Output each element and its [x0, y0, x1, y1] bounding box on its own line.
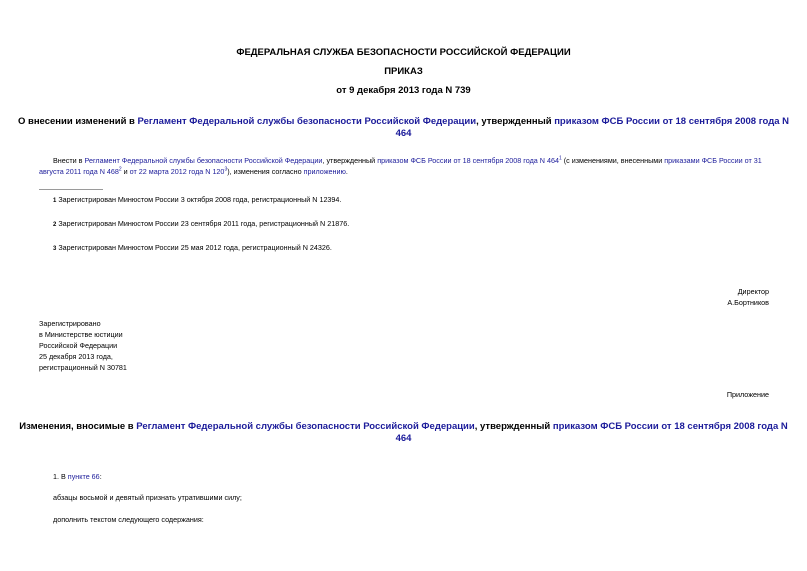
title-link-regulation[interactable]: Регламент Федеральной службы безопасности Российской Федерации [137, 116, 477, 127]
intro-text-5: ), изменения согласно [227, 167, 304, 176]
intro-link-order[interactable]: приказом ФСБ России от 18 сентября 2008 года N 464 [377, 156, 559, 165]
appendix-paragraph-2: дополнить текстом следующего содержания: [53, 515, 204, 524]
intro-text-4: и [121, 167, 130, 176]
appendix-title-line2[interactable]: 464 [395, 433, 412, 444]
intro-link-order-120[interactable]: от 22 марта 2012 года N 120 [129, 167, 225, 176]
intro-text-1: Внести в [53, 156, 85, 165]
title-prefix: О внесении изменений в [17, 116, 138, 127]
footnote-divider [39, 189, 103, 190]
item1-prefix: 1. В [53, 472, 68, 481]
title-link-order[interactable]: приказом ФСБ России от 18 сентября 2008 года N [554, 116, 790, 127]
footnote-marker-1: 1 [53, 198, 57, 204]
footnote-3 [53, 242, 332, 255]
registration-line-1: Зарегистрировано [39, 319, 101, 328]
registration-line-4: 25 декабря 2013 года, [39, 352, 113, 361]
footnote-text-2: Зарегистрирован Минюстом России 23 сентября 2011 года, регистрационный N 21876. [58, 219, 350, 228]
signature-name: А.Бортников [727, 298, 769, 307]
intro-link-regulation[interactable]: Регламент Федеральной службы безопасности Российской Федерации [84, 156, 323, 165]
appendix-title-link-order[interactable]: приказом ФСБ России от 18 сентября 2008 года N [552, 421, 788, 432]
doc-date-number: от 9 декабря 2013 года N 739 [336, 85, 471, 96]
intro-text-6: . [345, 167, 348, 176]
footnote-2 [53, 218, 349, 231]
registration-line-2: в Министерстве юстиции [39, 330, 123, 339]
intro-link-order-468[interactable]: августа 2011 года N 468 [39, 167, 119, 176]
appendix-title-link-regulation[interactable]: Регламент Федеральной службы безопасности Российской Федерации [136, 421, 475, 432]
title-middle: , утвержденный [476, 116, 555, 127]
footnote-ref-2[interactable]: 2 [118, 166, 122, 173]
item1-suffix: : [99, 472, 102, 481]
item1-link-clause-66[interactable]: пункте 66 [67, 472, 100, 481]
registration-block [39, 318, 127, 373]
intro-text-3: (с изменениями, внесенными [561, 156, 665, 165]
intro-link-appendix[interactable]: приложению [303, 167, 346, 176]
footnote-marker-2: 2 [53, 222, 57, 228]
appendix-label: Приложение [726, 390, 769, 399]
footnote-ref-1[interactable]: 1 [558, 155, 562, 162]
signature-position: Директор [737, 287, 769, 296]
agency-name: ФЕДЕРАЛЬНАЯ СЛУЖБА БЕЗОПАСНОСТИ РОССИЙСКОЙ ФЕДЕРАЦИИ [236, 47, 571, 58]
intro-link-orders[interactable]: приказами ФСБ России от 31 [664, 156, 762, 165]
intro-paragraph [39, 155, 774, 177]
appendix-title-prefix: Изменения, вносимые в [19, 421, 137, 432]
footnote-marker-3: 3 [53, 246, 57, 252]
registration-line-5: регистрационный N 30781 [39, 363, 127, 372]
footnote-1 [53, 194, 341, 207]
doc-type: ПРИКАЗ [384, 66, 423, 77]
footnote-text-3: Зарегистрирован Минюстом России 25 мая 2012 года, регистрационный N 24326. [58, 243, 332, 252]
intro-text-2: , утвержденный [322, 156, 378, 165]
footnote-text-1: Зарегистрирован Минюстом России 3 октября 2008 года, регистрационный N 12394. [58, 195, 342, 204]
appendix-title-middle: , утвержденный [474, 421, 553, 432]
footnote-ref-3[interactable]: 3 [224, 166, 228, 173]
signature-block [727, 286, 769, 308]
appendix-paragraph-1: абзацы восьмой и девятый признать утратившими силу; [53, 493, 242, 502]
registration-line-3: Российской Федерации [39, 341, 118, 350]
order-title [0, 116, 807, 140]
title-line2[interactable]: 464 [395, 128, 412, 139]
appendix-item-1 [53, 471, 102, 482]
appendix-title [0, 421, 807, 445]
